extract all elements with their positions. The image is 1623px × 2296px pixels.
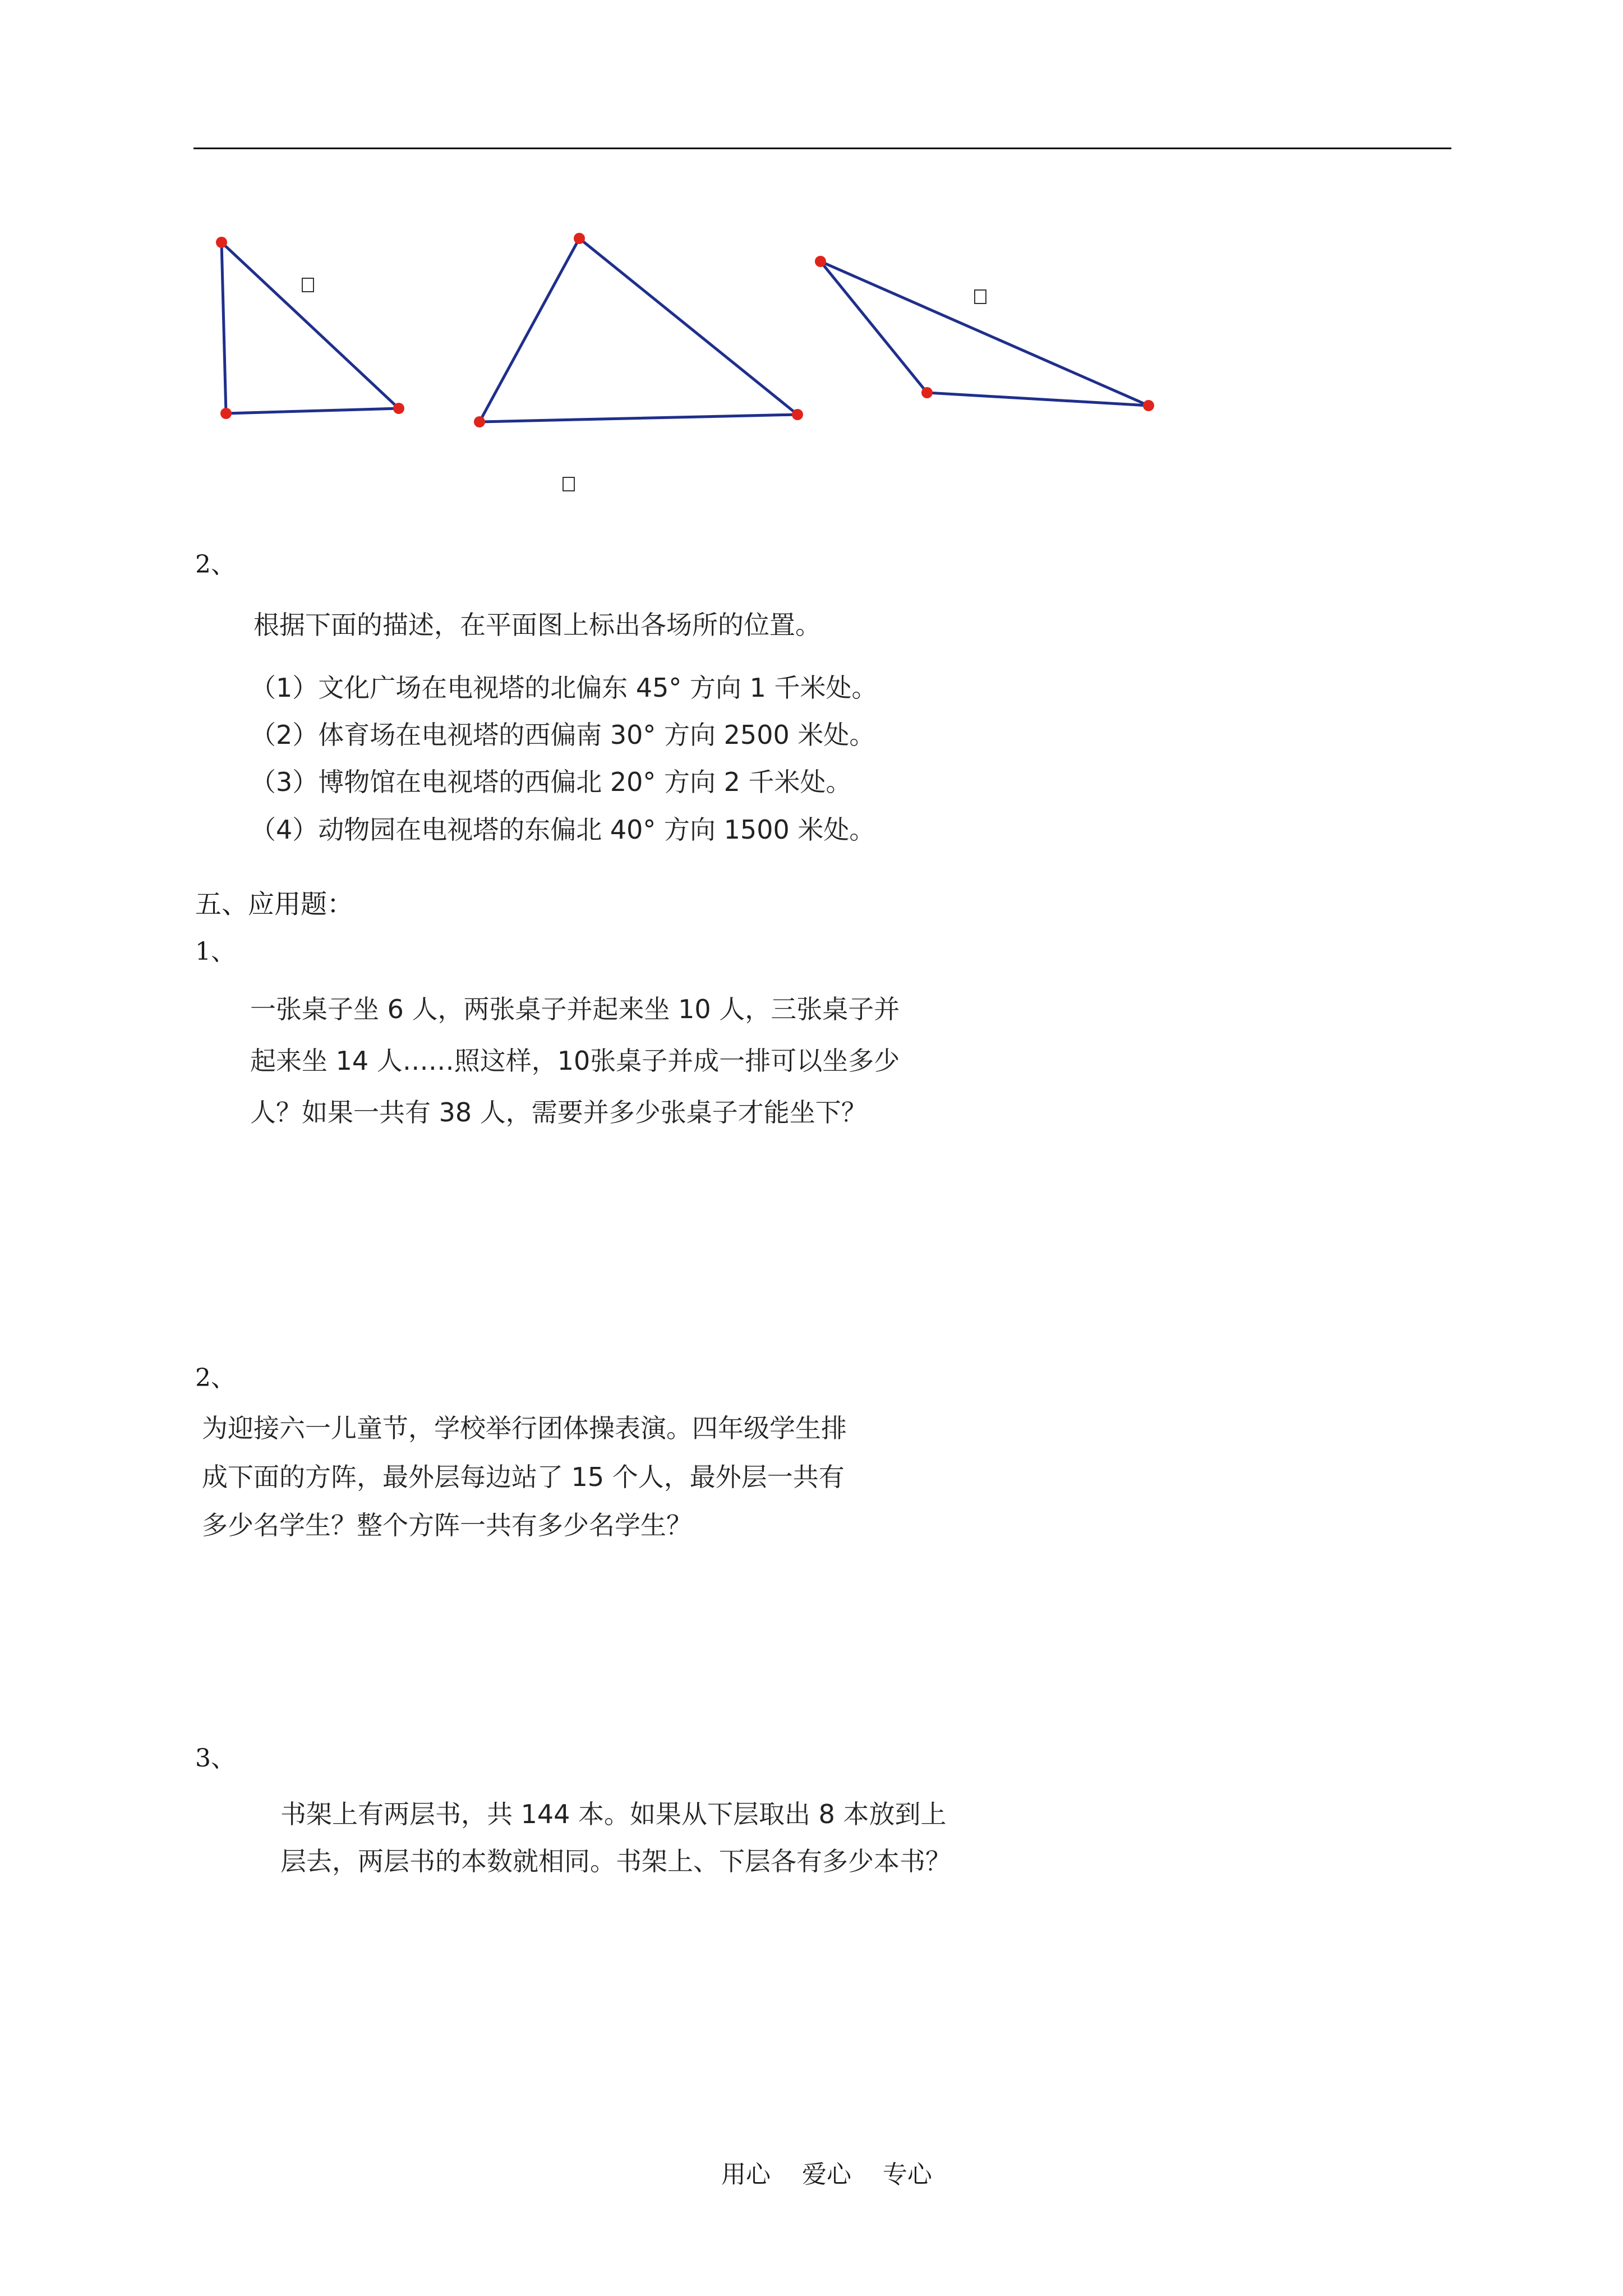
location-item: （3）博物馆在电视塔的西偏北 20° 方向 2 千米处。 — [250, 767, 852, 797]
question-number: 3、 — [195, 1744, 236, 1773]
problem-line: 多少名学生？整个方阵一共有多少名学生？ — [202, 1510, 692, 1540]
placeholder-box-icon — [302, 278, 314, 292]
problem-line: 一张桌子坐 6 人，两张桌子并起来坐 10 人，三张桌子并 — [250, 994, 900, 1024]
instruction-text: 根据下面的描述，在平面图上标出各场所的位置。 — [253, 610, 821, 640]
vertex-point — [474, 416, 485, 427]
section-title: 五、应用题： — [195, 889, 353, 920]
vertex-point — [921, 387, 933, 398]
vertex-point — [1143, 400, 1154, 411]
problem-line: 成下面的方阵，最外层每边站了 15 个人，最外层一共有 — [202, 1462, 845, 1492]
problem-line: 为迎接六一儿童节，学校举行团体操表演。四年级学生排 — [202, 1413, 847, 1443]
vertex-point — [574, 233, 585, 244]
location-item: （2）体育场在电视塔的西偏南 30° 方向 2500 米处。 — [250, 720, 875, 750]
question-number: 1、 — [195, 937, 236, 966]
triangle-1 — [216, 237, 404, 419]
problem-line: 人？如果一共有 38 人，需要并多少张桌子才能坐下？ — [250, 1097, 867, 1128]
placeholder-box-icon — [974, 289, 986, 304]
location-item: （4）动物园在电视塔的东偏北 40° 方向 1500 米处。 — [250, 815, 875, 845]
triangle-2 — [474, 233, 803, 427]
vertex-point — [393, 403, 404, 414]
problem-line: 书架上有两层书，共 144 本。如果从下层取出 8 本放到上 — [280, 1799, 947, 1829]
vertex-point — [220, 408, 232, 419]
problem-line: 层去，两层书的本数就相同。书架上、下层各有多少本书？ — [280, 1846, 951, 1876]
question-number: 2、 — [195, 550, 236, 579]
vertex-point — [792, 409, 803, 420]
placeholder-box-icon — [562, 477, 575, 491]
problem-line: 起来坐 14 人……照这样，10张桌子并成一排可以坐多少 — [250, 1046, 900, 1076]
page-footer: 用心 爱心 专心 — [721, 2160, 932, 2189]
vertex-point — [815, 256, 826, 267]
vertex-point — [216, 237, 227, 248]
location-item: （1）文化广场在电视塔的北偏东 45° 方向 1 千米处。 — [250, 673, 878, 703]
triangle-figures — [0, 0, 1623, 561]
question-number: 2、 — [195, 1364, 236, 1392]
triangle-3 — [815, 256, 1154, 411]
